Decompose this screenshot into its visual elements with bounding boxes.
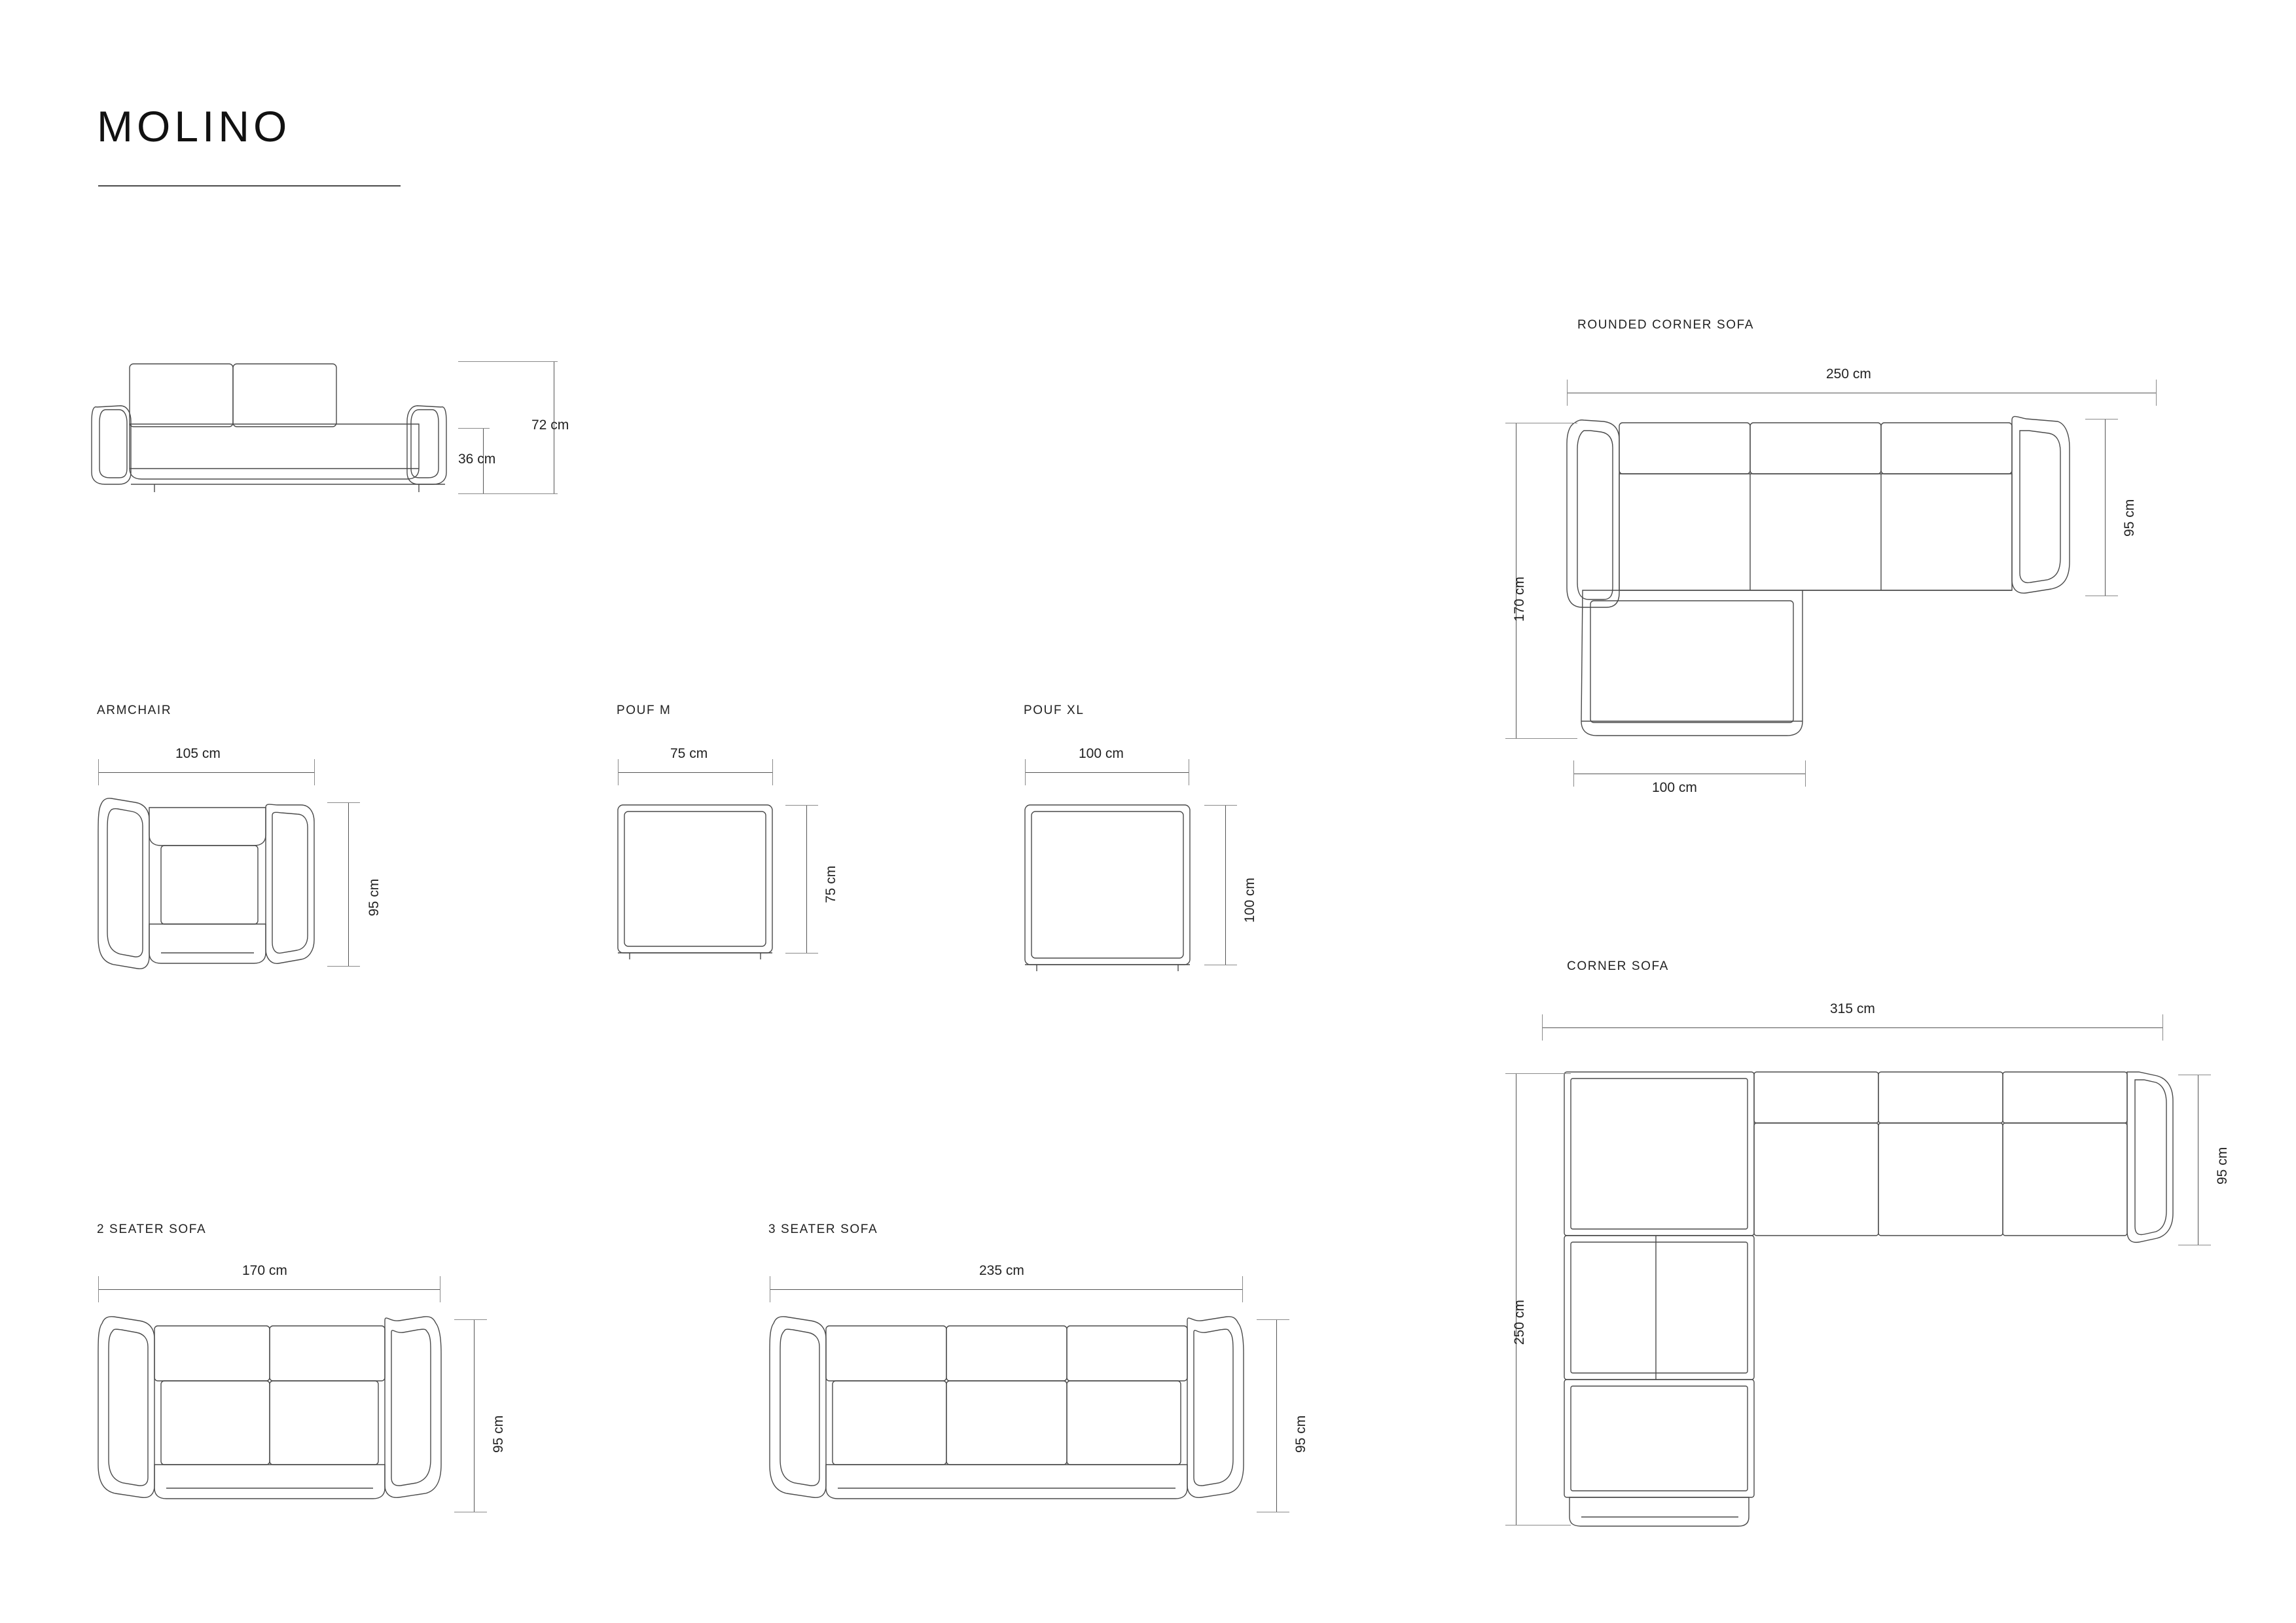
dim-pouf-m-75-w: 75 cm (670, 746, 708, 761)
dim-rcs-100: 100 cm (1652, 780, 1697, 795)
title-divider (98, 185, 401, 187)
dim-cs-250: 250 cm (1512, 1300, 1527, 1345)
dim-pouf-m-75-h: 75 cm (823, 865, 838, 903)
dim-cs-95: 95 cm (2215, 1147, 2230, 1185)
dim-pouf-xl-100-h: 100 cm (1242, 878, 1257, 923)
dim-top-sofa-36: 36 cm (458, 452, 496, 467)
dim-rcs-170: 170 cm (1512, 577, 1527, 622)
dim-three-seater-235: 235 cm (979, 1263, 1024, 1278)
dim-pouf-xl-100-w: 100 cm (1079, 746, 1124, 761)
dim-rcs-95: 95 cm (2122, 499, 2137, 537)
rounded-corner-sofa-label: ROUNDED CORNER SOFA (1577, 318, 1755, 332)
dim-top-sofa-72: 72 cm (531, 418, 569, 433)
corner-sofa-label: CORNER SOFA (1567, 959, 1669, 973)
pouf-m-label: POUF M (617, 704, 672, 717)
dim-rcs-250: 250 cm (1826, 366, 1871, 382)
dim-two-seater-95: 95 cm (491, 1415, 506, 1453)
armchair-label: ARMCHAIR (97, 704, 172, 717)
dim-three-seater-95: 95 cm (1293, 1415, 1308, 1453)
dim-armchair-105: 105 cm (175, 746, 221, 761)
dim-armchair-95: 95 cm (367, 878, 382, 916)
three-seater-label: 3 SEATER SOFA (768, 1222, 878, 1236)
dim-two-seater-170: 170 cm (242, 1263, 287, 1278)
dim-cs-315: 315 cm (1830, 1001, 1875, 1016)
pouf-xl-label: POUF XL (1024, 704, 1085, 717)
two-seater-label: 2 SEATER SOFA (97, 1222, 207, 1236)
page-title: MOLINO (97, 102, 291, 151)
